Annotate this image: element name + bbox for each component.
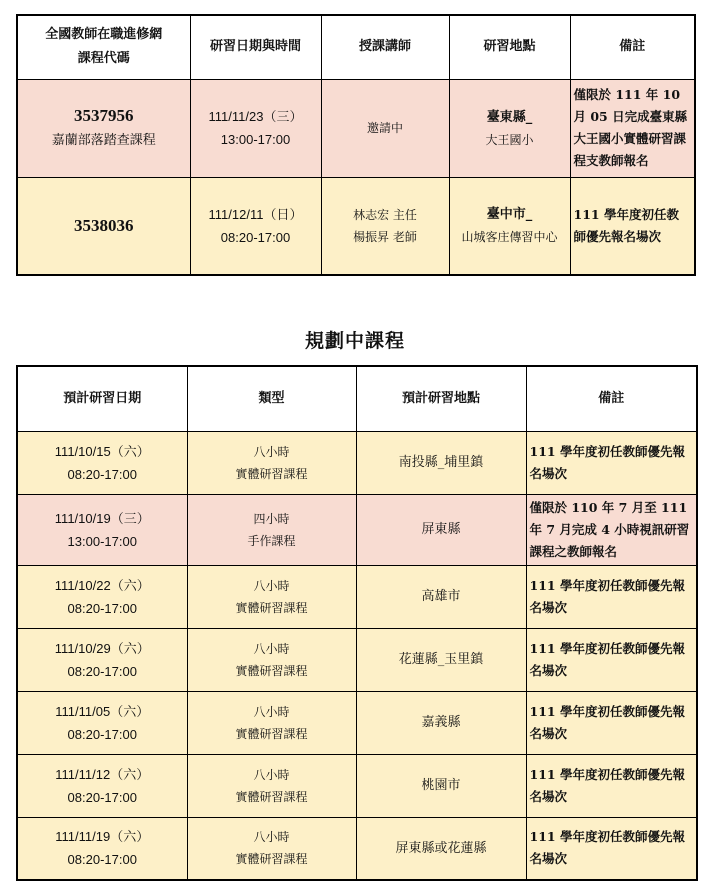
- type-cell: [187, 817, 356, 880]
- type-duration: 八小時: [253, 578, 290, 593]
- instructor-cell: [321, 79, 449, 177]
- course-date: 111/12/11（日）: [208, 206, 303, 222]
- instructor-name: 邀請中: [366, 121, 403, 135]
- header-planned-note: 備註: [526, 366, 697, 431]
- planned-note-cell: 111 學年度初任教師優先報名場次: [526, 565, 697, 628]
- course-time: 13:00-17:00: [220, 132, 291, 147]
- header-type: 類型: [187, 366, 356, 431]
- planned-time: 08:20-17:00: [67, 789, 137, 805]
- table-row: [17, 565, 697, 628]
- planned-date-cell: [17, 565, 187, 628]
- planned-location-cell: 屏東縣或花蓮縣: [356, 817, 526, 880]
- table-row: [17, 691, 697, 754]
- type-duration: 四小時: [253, 511, 290, 526]
- location-line: 山城客庄傳習中心: [461, 230, 558, 245]
- planned-date-cell: [17, 431, 187, 494]
- table-row: [17, 79, 695, 177]
- planned-date: 111/10/29（六）: [54, 640, 150, 656]
- planned-date: 111/10/22（六）: [54, 577, 150, 593]
- location-cell: [449, 79, 570, 177]
- planned-date: 111/11/05（六）: [55, 703, 150, 719]
- planned-date: 111/10/19（三）: [54, 510, 150, 526]
- type-kind: 實體研習課程: [235, 789, 308, 804]
- confirmed-courses-table: [16, 14, 696, 276]
- header-date-time: 研習日期與時間: [190, 15, 321, 79]
- type-cell: [187, 565, 356, 628]
- planned-date: 111/11/19（六）: [55, 829, 150, 845]
- planned-date: 111/11/12（六）: [55, 766, 150, 782]
- type-cell: [187, 431, 356, 494]
- course-code-cell: [17, 79, 190, 177]
- planned-location-cell: 桃園市: [356, 754, 526, 817]
- header-instructor: 授課講師: [321, 15, 449, 79]
- type-kind: 實體研習課程: [235, 852, 308, 867]
- location-cell: [449, 177, 570, 275]
- planned-location-cell: 嘉義縣: [356, 691, 526, 754]
- planned-date-cell: [17, 628, 187, 691]
- type-kind: 實體研習課程: [235, 600, 308, 615]
- location-line: 臺東縣_: [486, 109, 533, 125]
- type-kind: 實體研習課程: [235, 466, 308, 481]
- planned-location-cell: 高雄市: [356, 565, 526, 628]
- planned-note-cell: 111 學年度初任教師優先報名場次: [526, 754, 697, 817]
- planned-courses-table: [16, 365, 698, 881]
- location-line: 臺中市_: [486, 207, 533, 223]
- header-planned-date: 預計研習日期: [17, 366, 187, 431]
- type-duration: 八小時: [253, 767, 290, 782]
- course-time: 08:20-17:00: [220, 229, 291, 245]
- date-time-cell: [190, 79, 321, 177]
- type-duration: 八小時: [253, 444, 290, 459]
- table-row: [17, 754, 697, 817]
- date-time-cell: [190, 177, 321, 275]
- planned-date: 111/10/15（六）: [54, 443, 150, 459]
- note-cell: 111 學年度初任教師優先報名場次: [570, 177, 695, 275]
- planned-header-row: [17, 366, 697, 431]
- planned-note-cell: 111 學年度初任教師優先報名場次: [526, 628, 697, 691]
- type-cell: [187, 691, 356, 754]
- instructor-cell: [321, 177, 449, 275]
- location-line: 大王國小: [485, 132, 534, 147]
- planned-date-cell: [17, 754, 187, 817]
- planned-location-cell: 花蓮縣_玉里鎮: [356, 628, 526, 691]
- type-duration: 八小時: [253, 830, 290, 845]
- type-cell: [187, 628, 356, 691]
- instructor-name: 楊振昇 老師: [353, 229, 417, 244]
- header-course-code: [17, 15, 190, 79]
- planned-note-cell: 僅限於 110 年 7 月至 111 年 7 月完成 4 小時視訊研習課程之教師報名: [526, 494, 697, 565]
- header-line: 全國教師在職進修網 課程代碼: [45, 27, 163, 67]
- planned-date-cell: [17, 817, 187, 880]
- planned-time: 08:20-17:00: [67, 663, 137, 679]
- table-row: [17, 177, 695, 275]
- planned-table-body: [17, 431, 697, 880]
- type-kind: 手作課程: [247, 533, 296, 548]
- planned-note-cell: 111 學年度初任教師優先報名場次: [526, 817, 697, 880]
- type-cell: [187, 754, 356, 817]
- header-note: 備註: [570, 15, 695, 79]
- note-cell: 僅限於 111 年 10 月 05 日完成臺東縣大王國小實體研習課程支教師報名: [570, 79, 695, 177]
- type-kind: 實體研習課程: [235, 663, 308, 678]
- type-kind: 實體研習課程: [235, 726, 308, 741]
- header-location: 研習地點: [449, 15, 570, 79]
- confirmed-header-row: [17, 15, 695, 79]
- planned-courses-title: 規劃中課程: [304, 330, 405, 352]
- planned-location-cell: 屏東縣: [356, 494, 526, 565]
- type-duration: 八小時: [253, 641, 290, 656]
- table-row: [17, 817, 697, 880]
- planned-time: 13:00-17:00: [67, 533, 137, 549]
- table-row: [17, 431, 697, 494]
- planned-time: 08:20-17:00: [67, 726, 137, 742]
- planned-time: 08:20-17:00: [67, 852, 137, 868]
- planned-time: 08:20-17:00: [67, 600, 137, 616]
- planned-note-cell: 111 學年度初任教師優先報名場次: [526, 431, 697, 494]
- planned-date-cell: [17, 691, 187, 754]
- course-name: 嘉蘭部落踏查課程: [51, 133, 156, 148]
- table-row: [17, 628, 697, 691]
- course-code: 3538036: [74, 215, 134, 235]
- planned-location-cell: 南投縣_埔里鎮: [356, 431, 526, 494]
- course-date: 111/11/23（三）: [208, 109, 303, 124]
- planned-note-cell: 111 學年度初任教師優先報名場次: [526, 691, 697, 754]
- instructor-name: 林志宏 主任: [353, 207, 417, 222]
- course-code: 3537956: [74, 106, 134, 125]
- header-planned-location: 預計研習地點: [356, 366, 526, 431]
- table-row: [17, 494, 697, 565]
- type-cell: [187, 494, 356, 565]
- type-duration: 八小時: [253, 704, 290, 719]
- planned-time: 08:20-17:00: [67, 466, 137, 482]
- planned-date-cell: [17, 494, 187, 565]
- course-code-cell: [17, 177, 190, 275]
